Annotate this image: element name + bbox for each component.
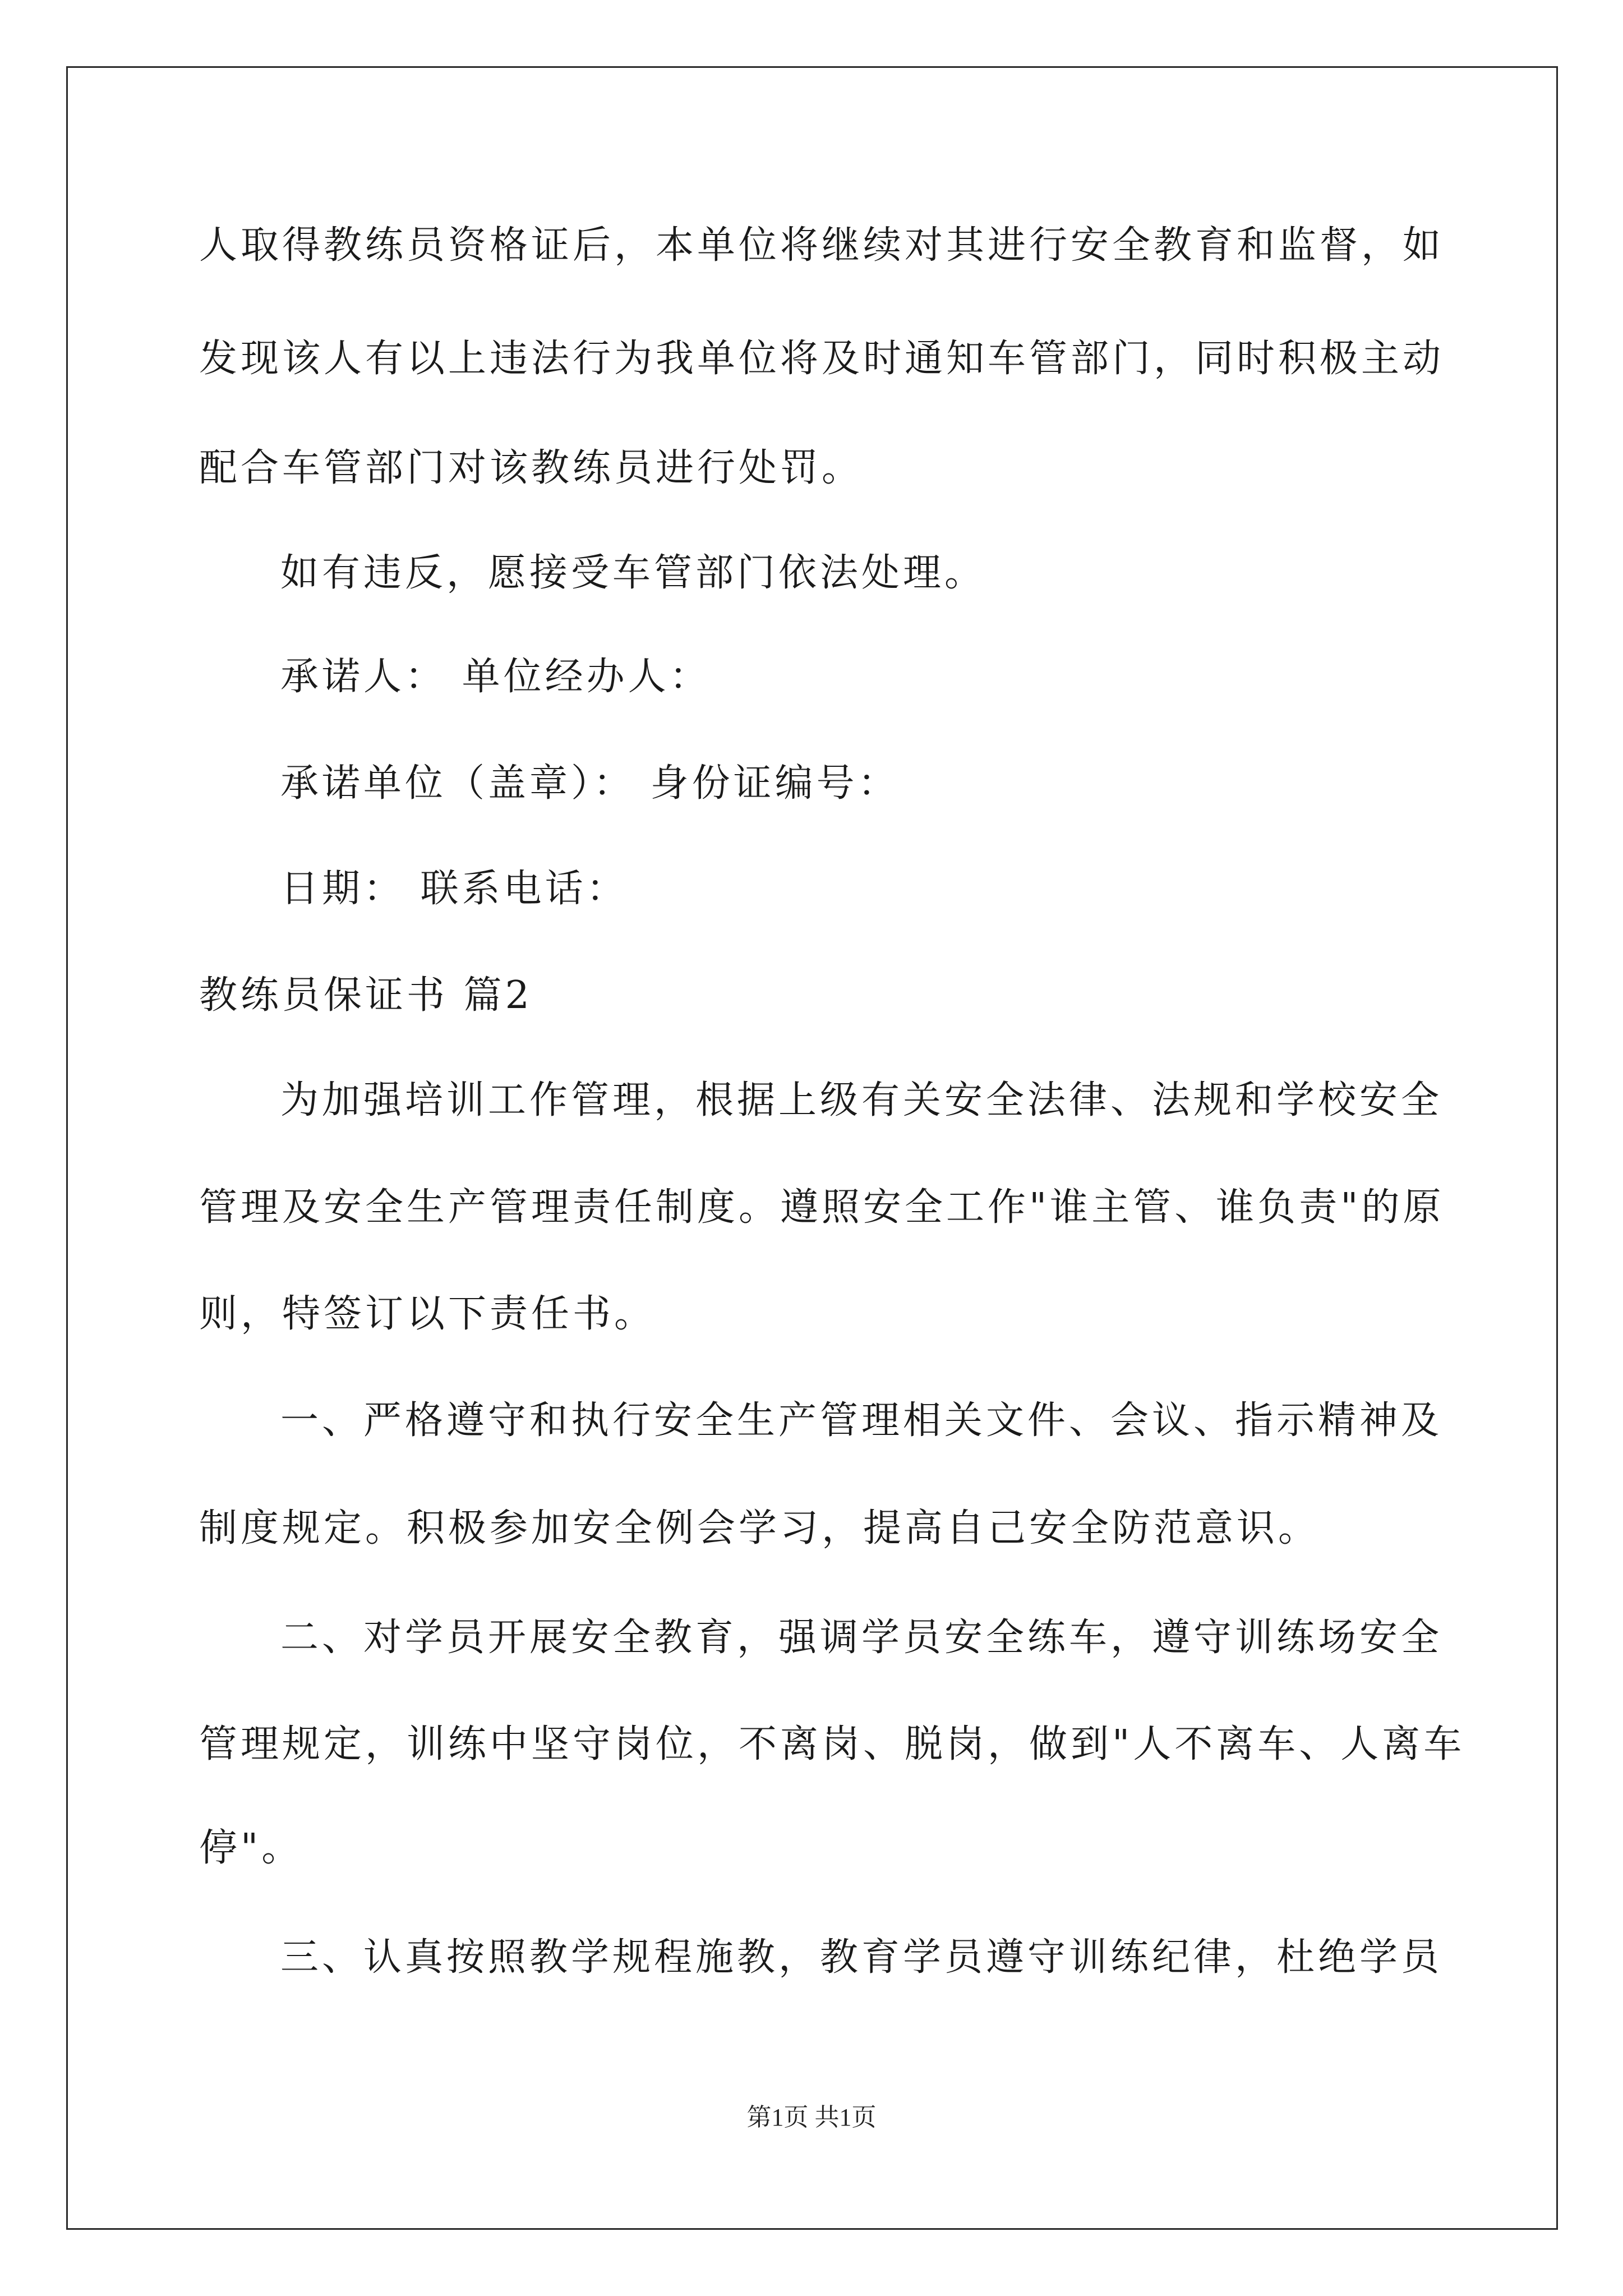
- text-line: 管理及安全生产管理责任制度。遵照安全工作"谁主管、谁负责"的原: [199, 1185, 1445, 1230]
- text-line: 停"。: [199, 1826, 303, 1870]
- text-line: 配合车管部门对该教练员进行处罚。: [199, 446, 864, 490]
- text-line: 承诺人： 单位经办人：: [280, 655, 711, 699]
- text-line: 二、对学员开展安全教育，强调学员安全练车，遵守训练场安全: [280, 1616, 1443, 1660]
- text-line: 管理规定，训练中坚守岗位，不离岗、脱岗，做到"人不离车、人离车: [199, 1722, 1465, 1766]
- text-line: 发现该人有以上违法行为我单位将及时通知车管部门，同时积极主动: [199, 337, 1445, 381]
- text-line: 制度规定。积极参加安全例会学习，提高自己安全防范意识。: [199, 1506, 1320, 1550]
- text-line: 三、认真按照教学规程施教，教育学员遵守训练纪律，杜绝学员: [280, 1935, 1443, 1980]
- text-line: 为加强培训工作管理，根据上级有关安全法律、法规和学校安全: [280, 1078, 1443, 1122]
- text-line: 如有违反，愿接受车管部门依法处理。: [280, 551, 986, 595]
- text-line: 日期： 联系电话：: [280, 867, 628, 911]
- text-line: 一、严格遵守和执行安全生产管理相关文件、会议、指示精神及: [280, 1398, 1443, 1443]
- page-footer: 第1页 共1页: [746, 2104, 877, 2131]
- section-heading: 教练员保证书 篇2: [199, 973, 533, 1018]
- text-line: 则，特签订以下责任书。: [199, 1292, 656, 1336]
- text-line: 承诺单位（盖章）： 身份证编号：: [280, 761, 900, 806]
- text-line: 人取得教练员资格证后，本单位将继续对其进行安全教育和监督，如: [199, 223, 1445, 268]
- page-border: [66, 66, 1558, 2230]
